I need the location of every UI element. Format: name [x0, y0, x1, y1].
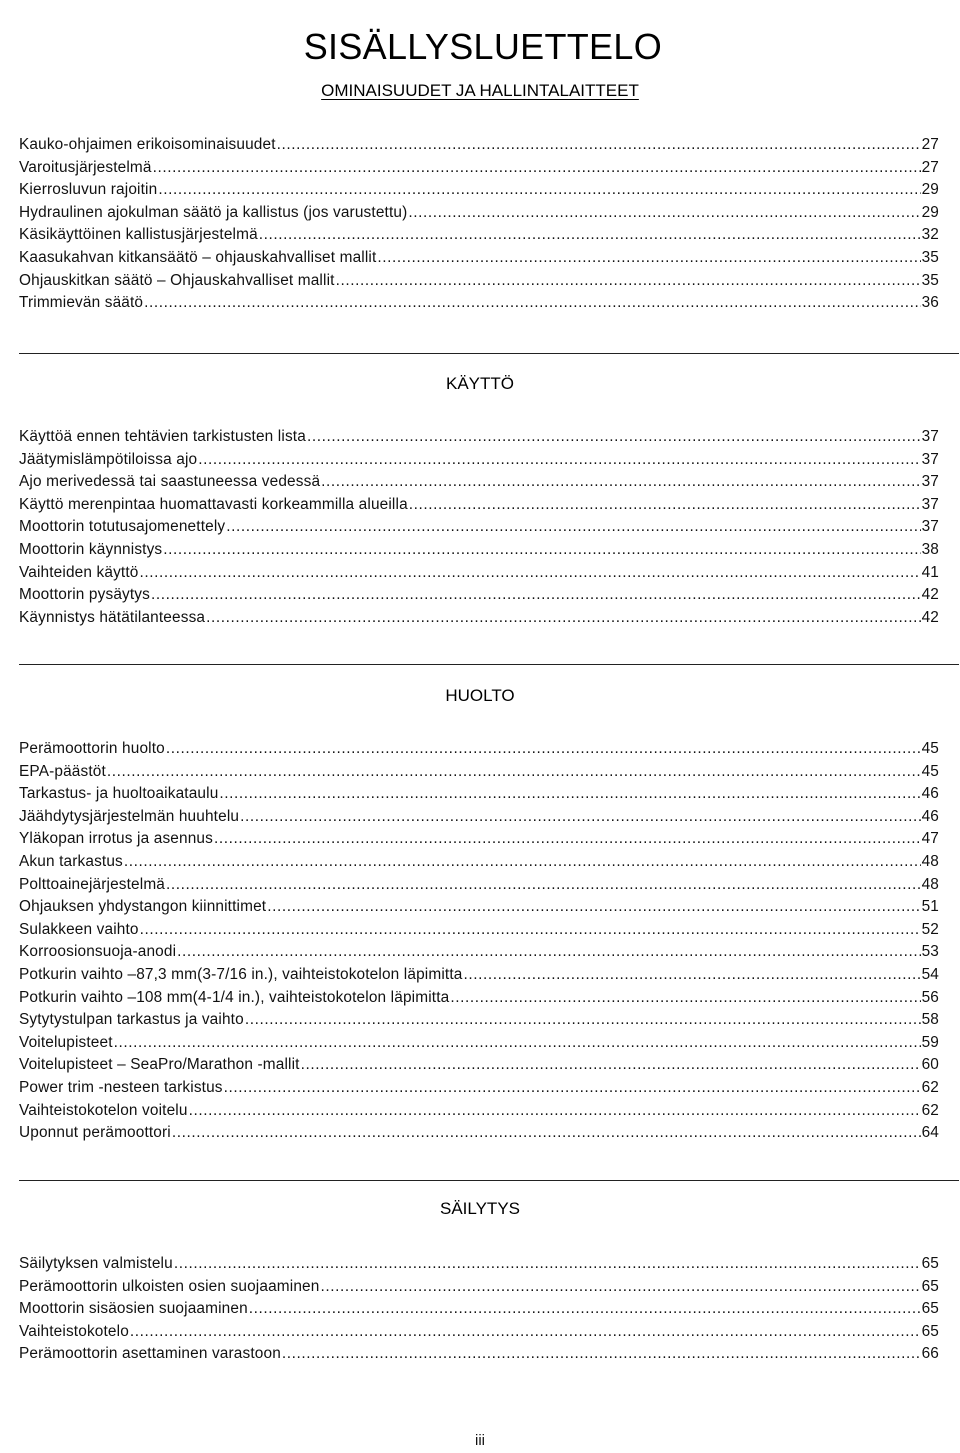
toc-entry-label: Ohjauskitkan säätö ‒ Ohjauskahvalliset mallit	[19, 271, 335, 289]
toc-dot-leader	[140, 919, 921, 942]
toc-list-huolto	[19, 738, 939, 1145]
toc-entry-page: 42	[921, 586, 939, 604]
toc-entry-page: 62	[921, 1078, 939, 1096]
toc-entry-label: Sulakkeen vaihto	[19, 920, 139, 938]
toc-entry[interactable]	[19, 941, 939, 964]
toc-entry-label: Voitelupisteet	[19, 1033, 113, 1051]
toc-entry-label: Potkurin vaihto ‒87,3 mm(3-7/16 in.), vaihteistokotelon läpimitta	[19, 965, 463, 983]
toc-dot-leader	[245, 1009, 921, 1032]
toc-dot-leader	[259, 224, 921, 247]
toc-dot-leader	[267, 896, 920, 919]
toc-entry[interactable]	[19, 896, 939, 919]
toc-entry[interactable]	[19, 516, 939, 539]
toc-entry-page: 58	[921, 1011, 939, 1029]
toc-entry-page: 42	[921, 608, 939, 626]
toc-entry-page: 56	[921, 988, 939, 1006]
toc-dot-leader	[226, 516, 920, 539]
toc-entry-page: 37	[921, 518, 939, 536]
toc-entry[interactable]	[19, 964, 939, 987]
toc-entry[interactable]	[19, 562, 939, 585]
toc-dot-leader	[307, 426, 921, 449]
toc-entry-page: 59	[921, 1033, 939, 1051]
toc-entry[interactable]	[19, 1122, 939, 1145]
toc-entry[interactable]	[19, 851, 939, 874]
toc-dot-leader	[153, 157, 921, 180]
toc-entry[interactable]	[19, 584, 939, 607]
toc-entry-label: Hydraulinen ajokulman säätö ja kallistus (jos varustettu)	[19, 203, 408, 221]
toc-dot-leader	[174, 1253, 921, 1276]
toc-entry-label: Jäätymislämpötiloissa ajo	[19, 450, 198, 468]
toc-dot-leader	[107, 761, 921, 784]
toc-entry-page: 38	[921, 540, 939, 558]
toc-entry-page: 41	[921, 563, 939, 581]
toc-dot-leader	[130, 1321, 921, 1344]
toc-entry-page: 47	[921, 830, 939, 848]
toc-entry-label: EPA-päästöt	[19, 762, 106, 780]
toc-dot-leader	[151, 584, 921, 607]
toc-dot-leader	[377, 247, 920, 270]
toc-entry-page: 52	[921, 920, 939, 938]
toc-entry-label: Käynnistys hätätilanteessa	[19, 608, 206, 626]
toc-entry-page: 27	[921, 158, 939, 176]
toc-dot-leader	[124, 851, 921, 874]
toc-entry-label: Tarkastus- ja huoltoaikataulu	[19, 785, 219, 803]
toc-entry-page: 65	[921, 1277, 939, 1295]
toc-dot-leader	[206, 607, 920, 630]
section-heading-text: HUOLTO	[445, 686, 515, 705]
toc-entry-label: Potkurin vaihto ‒108 mm(4-1/4 in.), vaihteistokotelon läpimitta	[19, 988, 450, 1006]
toc-entry[interactable]	[19, 806, 939, 829]
toc-entry-label: Perämoottorin asettaminen varastoon	[19, 1345, 281, 1363]
toc-entry[interactable]	[19, 1343, 939, 1366]
toc-entry[interactable]	[19, 1298, 939, 1321]
toc-dot-leader	[219, 783, 920, 806]
section-divider	[19, 353, 959, 354]
toc-entry-page: 60	[921, 1056, 939, 1074]
toc-entry-page: 37	[921, 450, 939, 468]
toc-entry[interactable]	[19, 426, 939, 449]
toc-entry[interactable]	[19, 783, 939, 806]
toc-entry-label: Trimmievän säätö	[19, 294, 144, 312]
toc-entry-label: Perämoottorin ulkoisten osien suojaaminen	[19, 1277, 320, 1295]
toc-entry-label: Korroosionsuoja-anodi	[19, 943, 177, 961]
toc-entry[interactable]	[19, 157, 939, 180]
page-title: SISÄLLYSLUETTELO	[303, 26, 662, 68]
toc-entry[interactable]	[19, 874, 939, 897]
toc-entry-page: 65	[921, 1322, 939, 1340]
toc-entry[interactable]	[19, 1032, 939, 1055]
toc-entry[interactable]	[19, 134, 939, 157]
toc-dot-leader	[240, 806, 920, 829]
toc-entry[interactable]	[19, 987, 939, 1010]
toc-entry-page: 29	[921, 181, 939, 199]
toc-entry-label: Kauko-ohjaimen erikoisominaisuudet	[19, 136, 276, 153]
toc-entry-page: 65	[921, 1255, 939, 1272]
toc-entry[interactable]	[19, 1276, 939, 1299]
toc-entry-page: 46	[921, 807, 939, 825]
section-heading-ominaisuudet	[0, 81, 960, 101]
toc-entry[interactable]	[19, 919, 939, 942]
toc-entry[interactable]	[19, 1054, 939, 1077]
section-heading-text: SÄILYTYS	[440, 1199, 520, 1218]
toc-entry-page: 54	[921, 965, 939, 983]
toc-entry-label: Vaihteistokotelon voitelu	[19, 1101, 188, 1119]
toc-entry[interactable]	[19, 539, 939, 562]
toc-entry-page: 53	[921, 943, 939, 961]
toc-entry-page: 35	[921, 248, 939, 266]
section-heading-kaytto	[0, 374, 960, 394]
page-number: iii	[475, 1432, 485, 1449]
toc-entry-label: Käyttö merenpintaa huomattavasti korkeammilla alueilla	[19, 495, 408, 513]
toc-dot-leader	[166, 874, 921, 897]
toc-entry-page: 45	[921, 740, 939, 757]
toc-entry-page: 45	[921, 762, 939, 780]
toc-entry-label: Moottorin totutusajomenettely	[19, 518, 226, 536]
toc-dot-leader	[163, 539, 920, 562]
toc-entry-page: 65	[921, 1300, 939, 1318]
toc-dot-leader	[166, 738, 921, 761]
toc-entry[interactable]	[19, 761, 939, 784]
toc-entry-label: Vaihteiden käyttö	[19, 563, 139, 581]
toc-entry-label: Ajo merivedessä tai saastuneessa vedessä	[19, 473, 321, 491]
toc-entry[interactable]	[19, 1100, 939, 1123]
section-divider	[19, 1180, 959, 1181]
toc-dot-leader	[277, 134, 921, 157]
toc-entry[interactable]	[19, 202, 939, 225]
toc-dot-leader	[249, 1298, 921, 1321]
toc-entry-label: Akun tarkastus	[19, 852, 123, 870]
toc-dot-leader	[224, 1077, 921, 1100]
toc-entry-label: Perämoottorin huolto	[19, 740, 165, 757]
toc-dot-leader	[172, 1122, 921, 1145]
toc-entry-label: Uponnut perämoottori	[19, 1124, 171, 1142]
toc-entry-page: 64	[921, 1124, 939, 1142]
toc-entry-page: 51	[921, 898, 939, 916]
toc-list-kaytto	[19, 426, 939, 629]
toc-dot-leader	[214, 828, 921, 851]
section-heading-sailytys	[0, 1199, 960, 1219]
toc-dot-leader	[408, 202, 920, 225]
toc-entry-label: Säilytyksen valmistelu	[19, 1255, 173, 1272]
toc-entry[interactable]	[19, 494, 939, 517]
section-heading-text: KÄYTTÖ	[445, 374, 514, 393]
toc-dot-leader	[336, 270, 921, 293]
toc-dot-leader	[114, 1032, 921, 1055]
toc-entry-page: 35	[921, 271, 939, 289]
toc-entry[interactable]	[19, 607, 939, 630]
toc-dot-leader	[139, 562, 920, 585]
toc-entry-label: Jäähdytysjärjestelmän huuhtelu	[19, 807, 240, 825]
toc-entry-page: 37	[921, 473, 939, 491]
toc-list-sailytys	[19, 1253, 939, 1366]
toc-entry-label: Ohjauksen yhdystangon kiinnittimet	[19, 898, 267, 916]
toc-entry-page: 27	[921, 136, 939, 153]
toc-entry[interactable]	[19, 449, 939, 472]
toc-dot-leader	[301, 1054, 921, 1077]
toc-entry-page: 37	[921, 495, 939, 513]
toc-entry-page: 36	[921, 294, 939, 312]
toc-entry[interactable]	[19, 1253, 939, 1276]
section-divider	[19, 664, 959, 665]
toc-dot-leader	[463, 964, 920, 987]
toc-entry[interactable]	[19, 1009, 939, 1032]
toc-entry-page: 37	[921, 428, 939, 445]
section-heading-text: OMINAISUUDET JA HALLINTALAITTEET	[321, 81, 639, 100]
toc-dot-leader	[450, 987, 920, 1010]
section-heading-huolto	[0, 686, 960, 706]
toc-dot-leader	[282, 1343, 921, 1366]
toc-entry-label: Yläkopan irrotus ja asennus	[19, 830, 213, 848]
toc-entry[interactable]	[19, 471, 939, 494]
toc-dot-leader	[409, 494, 921, 517]
toc-entry-label: Vaihteistokotelo	[19, 1322, 129, 1340]
toc-entry[interactable]	[19, 179, 939, 202]
toc-entry-label: Polttoainejärjestelmä	[19, 875, 166, 893]
toc-entry-label: Varoitusjärjestelmä	[19, 158, 152, 176]
toc-entry-label: Moottorin sisäosien suojaaminen	[19, 1300, 248, 1318]
toc-entry[interactable]	[19, 224, 939, 247]
toc-entry[interactable]	[19, 247, 939, 270]
toc-entry[interactable]	[19, 1077, 939, 1100]
toc-dot-leader	[177, 941, 920, 964]
toc-dot-leader	[189, 1100, 921, 1123]
toc-entry[interactable]	[19, 270, 939, 293]
toc-entry-page: 29	[921, 203, 939, 221]
toc-dot-leader	[198, 449, 920, 472]
toc-entry-label: Kierrosluvun rajoitin	[19, 181, 158, 199]
toc-entry-page: 48	[921, 875, 939, 893]
toc-dot-leader	[320, 1276, 920, 1299]
toc-entry-label: Sytytystulpan tarkastus ja vaihto	[19, 1011, 244, 1029]
toc-dot-leader	[144, 292, 920, 315]
toc-entry-page: 62	[921, 1101, 939, 1119]
toc-entry[interactable]	[19, 1321, 939, 1344]
toc-list-ominaisuudet	[19, 134, 939, 315]
toc-entry-label: Voitelupisteet ‒ SeaPro/Marathon -mallit	[19, 1056, 300, 1074]
toc-entry-label: Moottorin käynnistys	[19, 540, 163, 558]
toc-entry-label: Kaasukahvan kitkansäätö ‒ ohjauskahvalliset mallit	[19, 248, 377, 266]
toc-entry-page: 48	[921, 852, 939, 870]
toc-entry-page: 32	[921, 226, 939, 244]
toc-entry[interactable]	[19, 292, 939, 315]
toc-entry-label: Käyttöä ennen tehtävien tarkistusten lista	[19, 428, 306, 445]
toc-entry-label: Moottorin pysäytys	[19, 586, 151, 604]
toc-entry-label: Power trim -nesteen tarkistus	[19, 1078, 223, 1096]
toc-dot-leader	[321, 471, 920, 494]
toc-dot-leader	[158, 179, 920, 202]
toc-entry[interactable]	[19, 828, 939, 851]
toc-entry-label: Käsikäyttöinen kallistusjärjestelmä	[19, 226, 258, 244]
toc-entry-page: 66	[921, 1345, 939, 1363]
toc-entry-page: 46	[921, 785, 939, 803]
toc-entry[interactable]	[19, 738, 939, 761]
